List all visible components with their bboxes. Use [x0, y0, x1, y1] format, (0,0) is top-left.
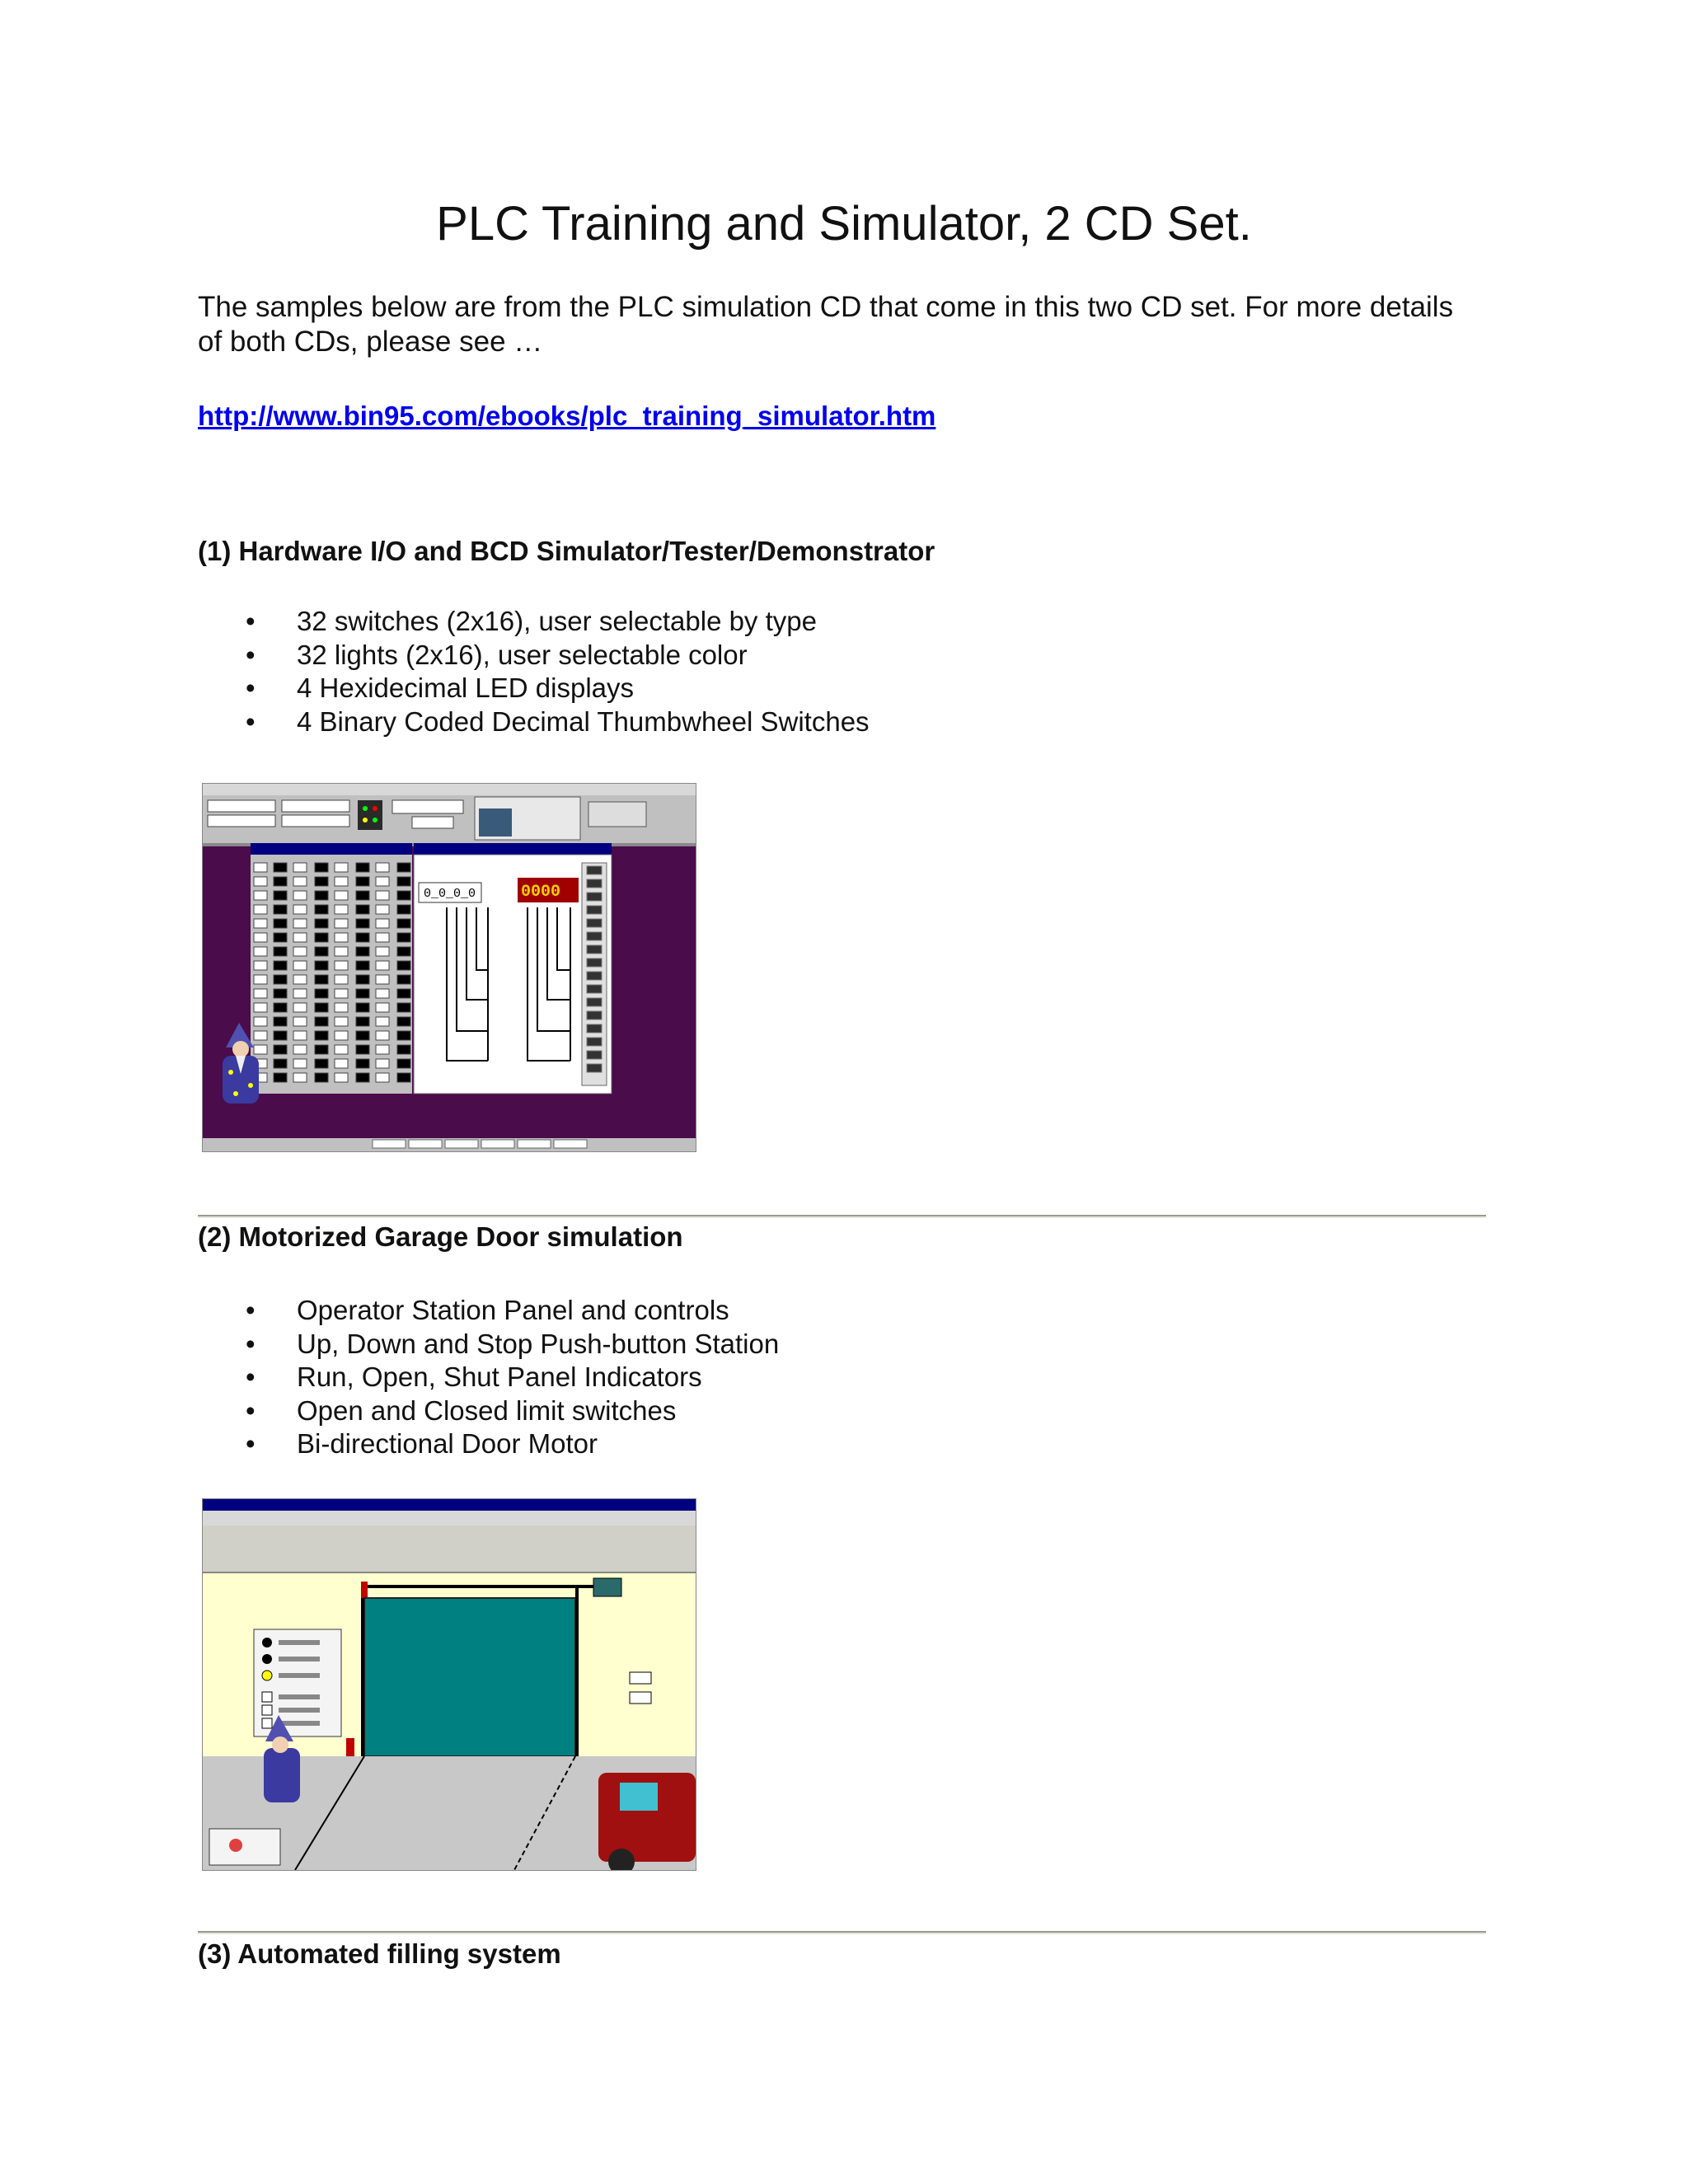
- switch-cell: [335, 891, 348, 900]
- light-cell: [274, 975, 287, 984]
- bullet-icon: •: [246, 1295, 256, 1325]
- light-cell: [274, 1059, 287, 1068]
- light-cell: [397, 947, 410, 956]
- light-cell: [356, 961, 369, 970]
- light-cell: [356, 1003, 369, 1012]
- light-cell: [315, 947, 328, 956]
- light-cell: [274, 947, 287, 956]
- switch-cell: [293, 1045, 307, 1054]
- output-cell: [587, 998, 602, 1006]
- led-display-digits: 0000: [521, 883, 561, 902]
- bullet-icon: •: [246, 1361, 256, 1392]
- light-cell: [274, 919, 287, 928]
- light-cell: [356, 1059, 369, 1068]
- output-cell: [587, 1064, 602, 1072]
- output-cell: [587, 958, 602, 967]
- switch-cell: [293, 947, 307, 956]
- switch-cell: [254, 863, 267, 872]
- light-cell: [356, 1045, 369, 1054]
- output-cell: [587, 1038, 602, 1046]
- light-cell: [315, 975, 328, 984]
- light-cell: [356, 877, 369, 886]
- light-cell: [315, 1059, 328, 1068]
- bullet-icon: •: [246, 1394, 256, 1426]
- output-cell: [587, 1011, 602, 1019]
- switch-cell: [254, 975, 267, 984]
- product-link[interactable]: http://www.bin95.com/ebooks/plc_training_simulator.htm: [198, 401, 936, 431]
- light-cell: [274, 933, 287, 942]
- light-cell: [274, 989, 287, 998]
- switch-cell: [335, 1045, 348, 1054]
- thumbwheel-digits: 0_0_0_0: [424, 887, 476, 901]
- switch-cell: [335, 919, 348, 928]
- switch-cell: [254, 961, 267, 970]
- list-item: • 4 Hexidecimal LED displays: [198, 672, 870, 705]
- switch-cell: [254, 1017, 267, 1026]
- output-cell: [587, 972, 602, 980]
- light-cell: [356, 863, 369, 872]
- switch-cell: [335, 877, 348, 886]
- switch-cell: [293, 975, 307, 984]
- switch-cell: [376, 933, 389, 942]
- light-cell: [397, 877, 410, 886]
- output-cell: [587, 879, 602, 888]
- light-cell: [274, 1031, 287, 1040]
- bullet-icon: •: [246, 639, 256, 670]
- switch-cell: [376, 877, 389, 886]
- light-cell: [397, 989, 410, 998]
- output-cell: [587, 906, 602, 914]
- switch-cell: [293, 877, 307, 886]
- intro-paragraph: The samples below are from the PLC simulation CD that come in this two CD set. For more details of both CDs, please see …: [198, 291, 1454, 358]
- switch-cell: [293, 905, 307, 914]
- output-cell: [587, 919, 602, 927]
- light-cell: [274, 1003, 287, 1012]
- light-cell: [315, 1073, 328, 1082]
- light-cell: [397, 1017, 410, 1026]
- switch-cell: [254, 877, 267, 886]
- switch-cell: [376, 1031, 389, 1040]
- light-cell: [397, 933, 410, 942]
- switch-cell: [335, 1059, 348, 1068]
- light-cell: [356, 989, 369, 998]
- switch-cell: [335, 947, 348, 956]
- output-cell: [587, 893, 602, 901]
- switch-cell: [376, 1017, 389, 1026]
- switch-cell: [293, 891, 307, 900]
- section-divider: [198, 1931, 1486, 1934]
- light-cell: [315, 877, 328, 886]
- output-cell: [587, 866, 602, 874]
- output-cell: [587, 945, 602, 954]
- list-item: • 4 Binary Coded Decimal Thumbwheel Switches: [198, 705, 870, 739]
- switch-cell: [376, 919, 389, 928]
- bullet-icon: •: [246, 606, 256, 636]
- switch-cell: [335, 989, 348, 998]
- switch-cell: [376, 947, 389, 956]
- switch-cell: [293, 1059, 307, 1068]
- light-cell: [315, 1017, 328, 1026]
- switch-cell: [254, 947, 267, 956]
- list-item: • Operator Station Panel and controls: [198, 1294, 779, 1328]
- light-cell: [356, 975, 369, 984]
- switch-cell: [376, 1059, 389, 1068]
- section-2-heading: (2) Motorized Garage Door simulation: [198, 1221, 683, 1252]
- output-cell: [587, 1051, 602, 1059]
- list-item: • Bi-directional Door Motor: [198, 1427, 779, 1461]
- output-cell: [587, 1024, 602, 1033]
- switch-cell: [254, 1031, 267, 1040]
- bullet-icon: •: [246, 1328, 256, 1359]
- switch-cell: [254, 989, 267, 998]
- light-cell: [397, 891, 410, 900]
- switch-cell: [293, 1073, 307, 1082]
- light-cell: [397, 919, 410, 928]
- light-cell: [356, 933, 369, 942]
- light-cell: [274, 877, 287, 886]
- section-divider: [198, 1215, 1486, 1218]
- light-cell: [274, 1073, 287, 1082]
- switch-cell: [335, 1017, 348, 1026]
- light-cell: [274, 891, 287, 900]
- switch-cell: [293, 1003, 307, 1012]
- io-simulator-screenshot: [202, 783, 696, 1152]
- switch-cell: [254, 919, 267, 928]
- light-cell: [315, 961, 328, 970]
- light-cell: [397, 1045, 410, 1054]
- light-cell: [397, 1073, 410, 1082]
- list-item: • 32 switches (2x16), user selectable by type: [198, 605, 870, 639]
- light-cell: [397, 975, 410, 984]
- section-3-heading: (3) Automated filling system: [198, 1938, 561, 1969]
- switch-cell: [335, 975, 348, 984]
- light-cell: [397, 961, 410, 970]
- light-cell: [356, 891, 369, 900]
- light-cell: [315, 1003, 328, 1012]
- light-cell: [274, 1045, 287, 1054]
- light-cell: [315, 1031, 328, 1040]
- light-cell: [356, 1073, 369, 1082]
- list-item: • Run, Open, Shut Panel Indicators: [198, 1361, 779, 1394]
- garage-door-illustration: [203, 1499, 696, 1870]
- switch-cell: [376, 961, 389, 970]
- switch-cell: [335, 1031, 348, 1040]
- list-item: • 32 lights (2x16), user selectable color: [198, 639, 870, 673]
- switch-cell: [376, 863, 389, 872]
- switch-cell: [335, 863, 348, 872]
- switch-cell: [254, 933, 267, 942]
- switch-cell: [376, 891, 389, 900]
- light-cell: [274, 1017, 287, 1026]
- light-cell: [315, 863, 328, 872]
- output-cell: [587, 932, 602, 940]
- light-cell: [315, 905, 328, 914]
- switch-cell: [254, 1045, 267, 1054]
- light-cell: [315, 1045, 328, 1054]
- switch-cell: [376, 1003, 389, 1012]
- switch-cell: [293, 863, 307, 872]
- light-cell: [356, 919, 369, 928]
- io-simulator-illustration: [203, 784, 696, 1151]
- light-cell: [356, 1031, 369, 1040]
- light-cell: [397, 1003, 410, 1012]
- switch-cell: [376, 989, 389, 998]
- bullet-icon: •: [246, 1428, 256, 1459]
- switch-cell: [335, 961, 348, 970]
- switch-cell: [293, 919, 307, 928]
- light-cell: [315, 933, 328, 942]
- switch-cell: [293, 1017, 307, 1026]
- light-cell: [274, 863, 287, 872]
- switch-cell: [335, 933, 348, 942]
- switch-cell: [293, 961, 307, 970]
- bullet-icon: •: [246, 705, 256, 737]
- list-item: • Open and Closed limit switches: [198, 1394, 779, 1428]
- light-cell: [356, 947, 369, 956]
- light-cell: [356, 905, 369, 914]
- light-cell: [397, 1031, 410, 1040]
- switch-cell: [254, 891, 267, 900]
- switch-cell: [254, 905, 267, 914]
- light-cell: [315, 919, 328, 928]
- light-cell: [315, 891, 328, 900]
- light-cell: [397, 905, 410, 914]
- section-1-heading: (1) Hardware I/O and BCD Simulator/Tester/Demonstrator: [198, 536, 935, 566]
- light-cell: [397, 863, 410, 872]
- switch-cell: [376, 1073, 389, 1082]
- bullet-icon: •: [246, 673, 256, 703]
- page-title: PLC Training and Simulator, 2 CD Set.: [436, 197, 1252, 251]
- light-cell: [274, 961, 287, 970]
- switch-cell: [376, 1045, 389, 1054]
- switch-cell: [254, 1003, 267, 1012]
- light-cell: [274, 905, 287, 914]
- garage-door-screenshot: [202, 1498, 696, 1871]
- output-cell: [587, 985, 602, 993]
- switch-cell: [293, 1031, 307, 1040]
- switch-cell: [293, 933, 307, 942]
- switch-cell: [335, 1003, 348, 1012]
- light-cell: [315, 989, 328, 998]
- switch-cell: [335, 1073, 348, 1082]
- list-item: • Up, Down and Stop Push-button Station: [198, 1328, 779, 1361]
- section-1-bullet-list: [198, 605, 870, 738]
- section-2-bullet-list: [198, 1294, 779, 1461]
- switch-cell: [376, 905, 389, 914]
- light-cell: [397, 1059, 410, 1068]
- light-cell: [356, 1017, 369, 1026]
- switch-cell: [293, 989, 307, 998]
- switch-cell: [335, 905, 348, 914]
- switch-cell: [376, 975, 389, 984]
